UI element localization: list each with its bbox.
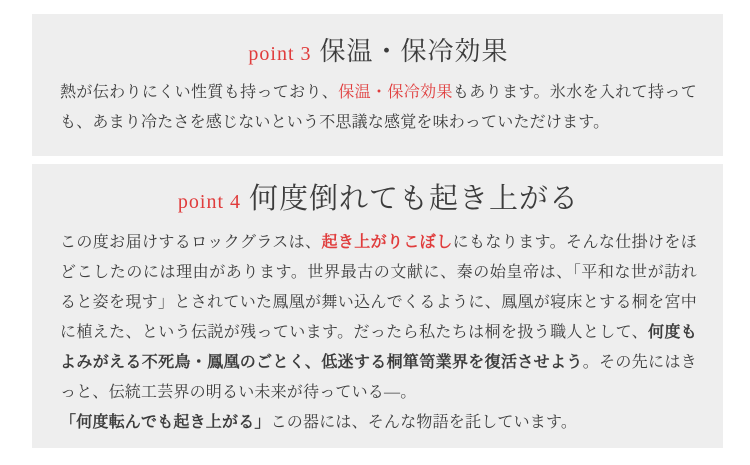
text-segment: 何度もよみがえる不死鳥・鳳凰のごとく、低迷する桐箪笥業界を復活させよう: [60, 323, 697, 371]
point4-body-text: [60, 228, 697, 438]
point3-section: [32, 14, 723, 156]
point4-section: [32, 164, 723, 448]
point4-label: point 4: [177, 191, 242, 213]
point3-label: point 3: [248, 43, 312, 65]
text-segment: 。その先にはきっと、伝統工芸界の明るい未来が待っている―。: [60, 353, 697, 401]
point4-title: 何度倒れても起き上がる: [249, 183, 580, 215]
point4-heading: [60, 181, 697, 219]
text-segment: この器には、そんな物語を託しています。: [270, 413, 578, 431]
text-segment: 「何度転んでも起き上がる」: [60, 413, 271, 431]
text-segment: にもなります。そんな仕掛けをほどこしたのには理由があります。世界最古の文献に、秦の始皇帝は、「平和な世が訪れると姿を現す」とされていた鳳凰が舞い込んでくるように、鳳凰が寝床とする桐を宮中に植えた、という伝説が残っています。だったら私たちは桐を扱う職人として、: [60, 233, 697, 341]
text-segment: 保温・保冷効果: [338, 84, 453, 102]
text-segment: もあります。氷水を入れて持っても、あまり冷たさを感じないという不思議な感覚を味わっていただけます。: [60, 84, 697, 132]
text-segment: 熱が伝わりにくい性質も持っており、: [60, 84, 339, 102]
point3-title: 保温・保冷効果: [319, 37, 509, 66]
text-segment: この度お届けするロックグラスは、: [60, 233, 322, 251]
point3-heading: [60, 35, 697, 69]
point3-body-text: [60, 78, 697, 138]
text-segment: 起き上がりこぼし: [321, 233, 453, 251]
